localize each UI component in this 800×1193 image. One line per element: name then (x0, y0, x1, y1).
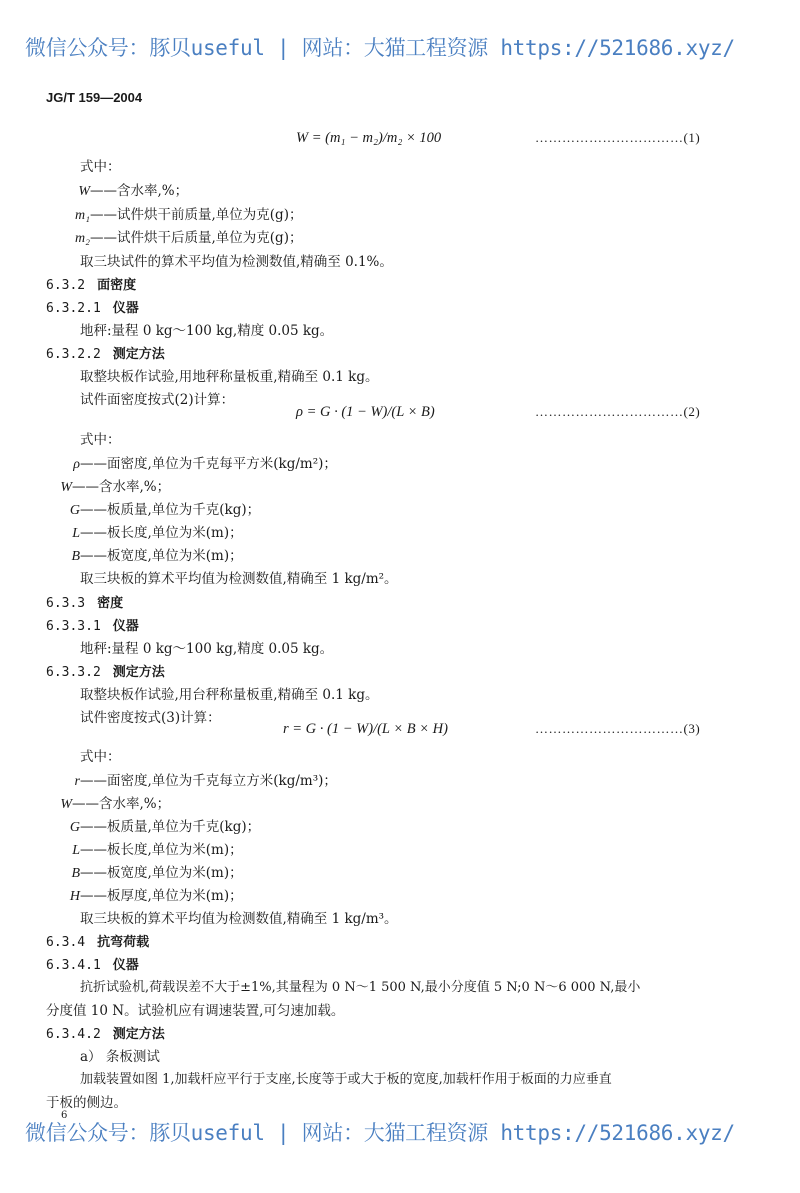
variable-def (66, 772, 337, 791)
symbol: ρ (73, 457, 80, 472)
section-heading-6-3-3 (46, 594, 123, 613)
paragraph: 取整块板作试验,用台秤称量板重,精确至 0.1 kg。 (80, 687, 379, 703)
section-heading-6-3-2-1 (46, 299, 139, 318)
section-number: 6.3.4 (46, 935, 86, 950)
list-item-a: a） 条板测试 (80, 1049, 160, 1065)
where-label-3: 式中： (80, 749, 121, 765)
variable-def (76, 182, 188, 201)
section-heading-6-3-3-1 (46, 617, 139, 636)
where-label-2: 式中： (80, 432, 121, 448)
precision-note-2: 取三块板的算术平均值为检测数值,精确至 1 kg/m²。 (80, 571, 398, 587)
standard-number: JG/T 159—2004 (46, 90, 143, 105)
section-title: 测定方法 (112, 1026, 165, 1041)
paragraph-continued: 分度值 10 N。试验机应有调速装置,可匀速加载。 (46, 1003, 345, 1019)
section-heading-6-3-4-1 (46, 956, 139, 975)
symbol: m₂ (75, 231, 90, 246)
section-title: 抗弯荷载 (97, 934, 150, 949)
definition: ——板质量,单位为千克(kg)； (80, 819, 261, 835)
symbol: B (71, 549, 80, 564)
definition: ——板质量,单位为千克(kg)； (80, 502, 261, 518)
section-title: 仪器 (112, 618, 139, 633)
variable-def (66, 229, 302, 248)
variable-def (58, 795, 170, 814)
section-heading-6-3-2-2 (46, 345, 165, 364)
variable-def (58, 478, 170, 497)
symbol: m₁ (75, 208, 90, 223)
definition: ——面密度,单位为千克每立方米(kg/m³)； (80, 773, 337, 789)
definition: ——板长度,单位为米(m)； (80, 842, 243, 858)
section-title: 密度 (97, 595, 124, 610)
section-heading-6-3-2 (46, 276, 136, 295)
paragraph: 取整块板作试验,用地秤称量板重,精确至 0.1 kg。 (80, 369, 379, 385)
symbol: W (60, 480, 72, 495)
symbol: G (69, 503, 80, 518)
section-title: 测定方法 (112, 664, 165, 679)
symbol: W (78, 184, 90, 199)
variable-def (66, 455, 337, 474)
watermark-bottom: 微信公众号：豚贝useful | 网站：大猫工程资源 https://521686.xyz/ (25, 1121, 735, 1145)
symbol: W (60, 797, 72, 812)
section-number: 6.3.3.2 (46, 665, 101, 680)
paragraph: 加载装置如图 1,加载杆应平行于支座,长度等于或大于板的宽度,加载杆作用于板面的力应垂直 (80, 1072, 612, 1087)
variable-def (66, 206, 302, 225)
page-number: 6 (61, 1110, 68, 1121)
where-label-1: 式中： (80, 159, 121, 175)
paragraph: 试件密度按式(3)计算： (80, 710, 221, 726)
definition: ——含水率,%； (72, 796, 171, 812)
variable-def (66, 501, 260, 520)
paragraph: 地秤:量程 0 kg～100 kg,精度 0.05 kg。 (80, 641, 334, 657)
symbol: L (72, 526, 80, 541)
equation-1: W = (m₁ − m₂)/m₂ × 100 (296, 130, 442, 146)
section-number: 6.3.2.1 (46, 301, 101, 316)
equation-3: r = G · (1 − W)/(L × B × H) (283, 721, 448, 737)
symbol: H (69, 889, 80, 904)
equation-1-number: ……………………………(1) (535, 130, 701, 145)
definition: ——板厚度,单位为米(m)； (80, 888, 243, 904)
variable-def (66, 524, 243, 543)
precision-note-1: 取三块试件的算术平均值为检测数值,精确至 0.1%。 (80, 254, 393, 270)
paragraph: 试件面密度按式(2)计算： (80, 392, 235, 408)
definition: ——板长度,单位为米(m)； (80, 525, 243, 541)
section-number: 6.3.3 (46, 596, 86, 611)
equation-3-number: ……………………………(3) (535, 721, 701, 736)
section-number: 6.3.4.2 (46, 1027, 101, 1042)
definition: ——板宽度,单位为米(m)； (80, 865, 243, 881)
equation-2: ρ = G · (1 − W)/(L × B) (296, 404, 435, 420)
definition: ——含水率,%； (90, 183, 189, 199)
paragraph: 地秤:量程 0 kg～100 kg,精度 0.05 kg。 (80, 323, 334, 339)
watermark-top: 微信公众号：豚贝useful | 网站：大猫工程资源 https://521686.xyz/ (25, 36, 735, 60)
symbol: G (69, 820, 80, 835)
definition: ——试件烘干前质量,单位为克(g)； (90, 207, 303, 223)
definition: ——板宽度,单位为米(m)； (80, 548, 243, 564)
definition: ——试件烘干后质量,单位为克(g)； (90, 230, 303, 246)
definition: ——面密度,单位为千克每平方米(kg/m²)； (80, 456, 337, 472)
section-heading-6-3-3-2 (46, 663, 165, 682)
variable-def (66, 864, 243, 883)
symbol: B (71, 866, 80, 881)
section-heading-6-3-4-2 (46, 1025, 165, 1044)
definition: ——含水率,%； (72, 479, 171, 495)
section-title: 仪器 (112, 957, 139, 972)
variable-def (66, 818, 260, 837)
paragraph: 抗折试验机,荷载误差不大于±1%,其量程为 0 N～1 500 N,最小分度值 5 N;0 N～6 000 N,最小 (80, 980, 641, 995)
section-title: 仪器 (112, 300, 139, 315)
variable-def (66, 547, 243, 566)
equation-2-number: ……………………………(2) (535, 404, 701, 419)
section-title: 测定方法 (112, 346, 165, 361)
precision-note-3: 取三块板的算术平均值为检测数值,精确至 1 kg/m³。 (80, 911, 398, 927)
symbol: r (74, 774, 80, 789)
variable-def (66, 887, 243, 906)
section-number: 6.3.2 (46, 278, 86, 293)
symbol: L (72, 843, 80, 858)
section-number: 6.3.2.2 (46, 347, 101, 362)
section-number: 6.3.3.1 (46, 619, 101, 634)
section-number: 6.3.4.1 (46, 958, 101, 973)
paragraph-continued: 于板的侧边。 (46, 1095, 127, 1111)
variable-def (66, 841, 243, 860)
section-heading-6-3-4 (46, 933, 149, 952)
section-title: 面密度 (97, 277, 137, 292)
